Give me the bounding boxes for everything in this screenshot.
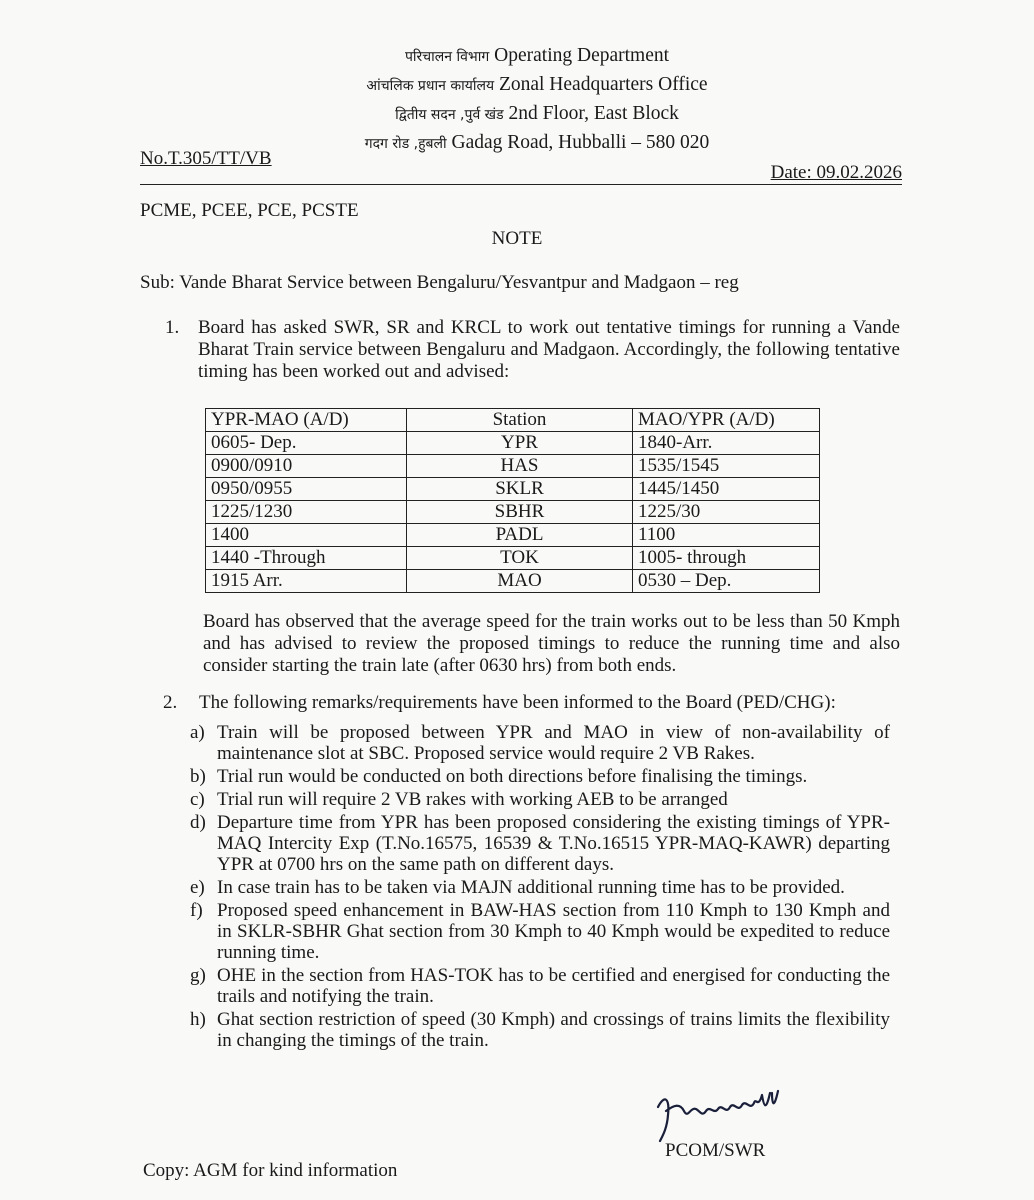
table-row <box>206 432 820 455</box>
letterhead <box>0 42 1034 158</box>
cell-ypr-mao: 1915 Arr. <box>206 570 407 593</box>
cell-mao-ypr: 1225/30 <box>633 501 820 524</box>
paragraph-2 <box>163 692 903 714</box>
list-item-label: d) <box>190 812 206 833</box>
document-date: Date: 09.02.2026 <box>770 162 902 183</box>
paragraph-1-text: Board has asked SWR, SR and KRCL to work out tentative timings for running a Vande Bharat Train service between Bengaluru and Madgaon. Accordingly, the following tentative timing has been worked out and advised: <box>198 317 900 382</box>
table-row <box>206 547 820 570</box>
cell-station: HAS <box>407 455 633 478</box>
paragraph-1-number: 1. <box>165 317 180 338</box>
paragraph-2-number: 2. <box>163 692 178 713</box>
list-item <box>190 812 890 875</box>
letterhead-line-2: आंचलिक प्रधान कार्यालय Zonal Headquarters Office <box>366 74 708 95</box>
cell-mao-ypr: 0530 – Dep. <box>633 570 820 593</box>
cell-mao-ypr: 1535/1545 <box>633 455 820 478</box>
cell-station: SBHR <box>407 501 633 524</box>
list-item-text: In case train has to be taken via MAJN additional running time has to be provided. <box>217 877 845 898</box>
list-item-label: e) <box>190 877 205 898</box>
list-item-text: OHE in the section from HAS-TOK has to be certified and energised for conducting the trails and notifying the train. <box>217 965 890 1007</box>
list-item-text: Departure time from YPR has been proposed considering the existing timings of YPR-MAQ Intercity Exp (T.No.16575, 16539 & T.No.16515 YPR-MAQ-KAWR) departing YPR at 0700 hrs on the same path on different days. <box>217 812 890 875</box>
cell-ypr-mao: 1440 -Through <box>206 547 407 570</box>
remarks-list <box>190 722 890 1053</box>
col-header-mao-ypr: MAO/YPR (A/D) <box>633 409 820 432</box>
cell-station: YPR <box>407 432 633 455</box>
cell-station: MAO <box>407 570 633 593</box>
list-item <box>190 722 890 764</box>
table-row <box>206 570 820 593</box>
copy-to: Copy: AGM for kind information <box>143 1160 398 1181</box>
cell-ypr-mao: 0900/0910 <box>206 455 407 478</box>
cell-mao-ypr: 1005- through <box>633 547 820 570</box>
col-header-station: Station <box>407 409 633 432</box>
list-item-label: f) <box>190 900 203 921</box>
cell-mao-ypr: 1840-Arr. <box>633 432 820 455</box>
cell-station: TOK <box>407 547 633 570</box>
reference-number: No.T.305/TT/VB <box>140 148 272 169</box>
list-item-label: g) <box>190 965 206 986</box>
list-item <box>190 1009 890 1051</box>
timing-table-header <box>206 409 820 432</box>
subject-line: Sub: Vande Bharat Service between Bengaluru/Yesvantpur and Madgaon – reg <box>140 272 739 293</box>
list-item-label: h) <box>190 1009 206 1030</box>
cell-ypr-mao: 1225/1230 <box>206 501 407 524</box>
cell-ypr-mao: 1400 <box>206 524 407 547</box>
paragraph-1 <box>165 317 900 383</box>
list-item-text: Train will be proposed between YPR and MAO in view of non-availability of maintenance slot at SBC. Proposed service would require 2 VB Rakes. <box>217 722 890 764</box>
timing-table <box>205 408 820 593</box>
table-row <box>206 524 820 547</box>
letterhead-line-4: गदग रोड ,हुबली Gadag Road, Hubballi – 580 020 <box>364 132 710 153</box>
cell-station: SKLR <box>407 478 633 501</box>
cell-ypr-mao: 0605- Dep. <box>206 432 407 455</box>
board-observation: Board has observed that the average speed for the train works out to be less than 50 Kmph and has advised to review the proposed timings to reduce the running time and also consider starting the train late (after 0630 hrs) from both ends. <box>203 611 900 676</box>
letterhead-line-1: परिचालन विभाग Operating Department <box>404 45 670 66</box>
cell-station: PADL <box>407 524 633 547</box>
list-item <box>190 877 890 898</box>
col-header-ypr-mao: YPR-MAO (A/D) <box>206 409 407 432</box>
list-item-text: Trial run would be conducted on both directions before finalising the timings. <box>217 766 808 787</box>
letterhead-line-3: द्वितीय सदन ,पुर्व खंड 2nd Floor, East Block <box>395 103 679 124</box>
table-row <box>206 455 820 478</box>
table-row <box>206 501 820 524</box>
list-item-label: a) <box>190 722 205 743</box>
addressees: PCME, PCEE, PCE, PCSTE <box>140 200 359 221</box>
list-item <box>190 965 890 1007</box>
paragraph-2-text: The following remarks/requirements have been informed to the Board (PED/CHG): <box>199 692 836 713</box>
cell-ypr-mao: 0950/0955 <box>206 478 407 501</box>
reference-row <box>140 148 902 185</box>
list-item-label: b) <box>190 766 206 787</box>
cell-mao-ypr: 1445/1450 <box>633 478 820 501</box>
list-item <box>190 900 890 963</box>
cell-mao-ypr: 1100 <box>633 524 820 547</box>
list-item <box>190 789 890 810</box>
list-item-text: Ghat section restriction of speed (30 Kmph) and crossings of trains limits the flexibility in changing the timings of the train. <box>217 1009 890 1051</box>
list-item <box>190 766 890 787</box>
note-title: NOTE <box>491 228 543 249</box>
table-row <box>206 478 820 501</box>
signature <box>650 1085 810 1145</box>
signatory-title: PCOM/SWR <box>665 1140 766 1161</box>
list-item-text: Proposed speed enhancement in BAW-HAS section from 110 Kmph to 130 Kmph and in SKLR-SBHR Ghat section from 30 Kmph to 40 Kmph would be expedited to reduce running time. <box>217 900 890 963</box>
list-item-text: Trial run will require 2 VB rakes with working AEB to be arranged <box>217 789 728 810</box>
list-item-label: c) <box>190 789 205 810</box>
